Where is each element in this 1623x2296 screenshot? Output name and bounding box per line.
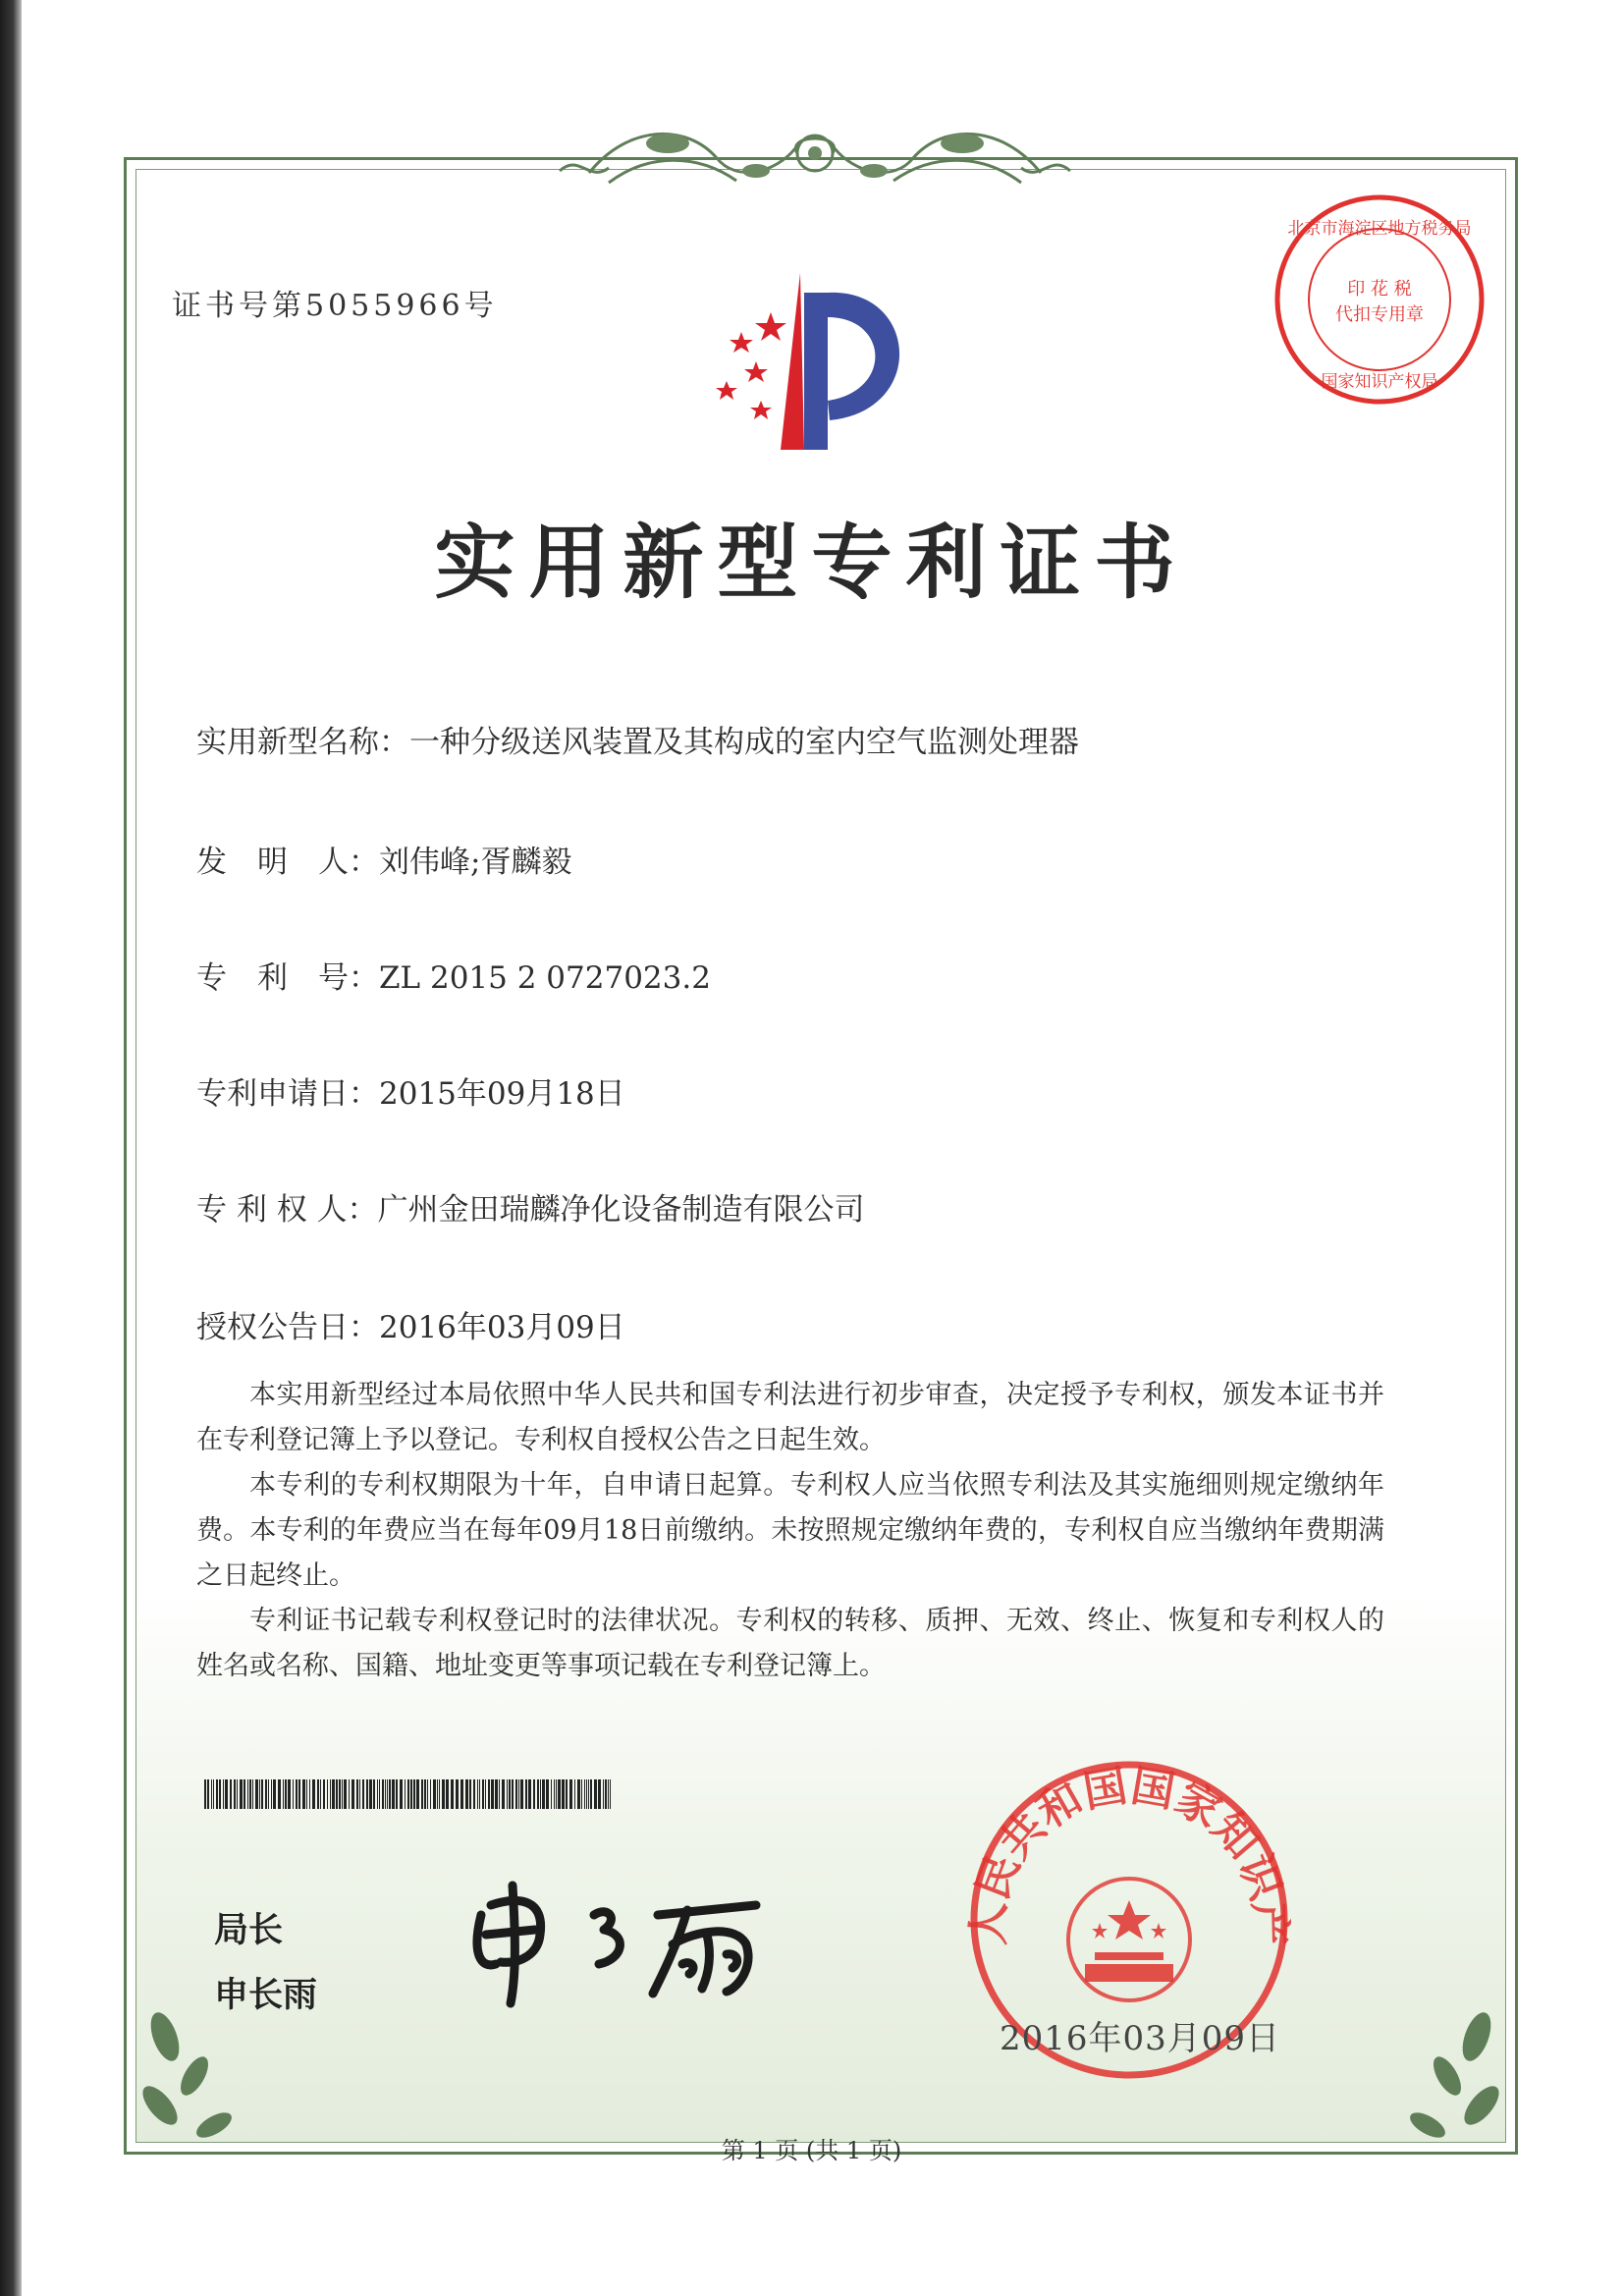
barcode-bar (219, 1779, 221, 1809)
barcode-bar (491, 1779, 494, 1809)
barcode-bar (261, 1779, 263, 1809)
barcode-bar (590, 1779, 592, 1809)
barcode-bar (528, 1779, 531, 1809)
barcode-bar (437, 1779, 438, 1809)
barcode-bar (211, 1779, 212, 1809)
barcode-bar (278, 1779, 281, 1809)
field-utility-model-name (196, 717, 1079, 761)
barcode-bar (586, 1779, 587, 1809)
barcode-bar (362, 1779, 364, 1809)
barcode-bar (252, 1779, 253, 1809)
barcode-bar (581, 1779, 582, 1809)
barcode-bar (537, 1779, 539, 1809)
barcode-bar (271, 1779, 272, 1809)
barcode-bar (283, 1779, 284, 1809)
field-label: 专利申请日： (196, 1076, 379, 1112)
barcode-bar (377, 1779, 378, 1809)
barcode-bar (509, 1779, 511, 1809)
barcode-bar (240, 1779, 243, 1809)
barcode-bar (430, 1779, 431, 1809)
barcode-bar (323, 1779, 325, 1809)
field-value: 2015年09月18日 (379, 1076, 625, 1112)
barcode-bar (495, 1779, 498, 1809)
barcode-bar (546, 1779, 549, 1809)
field-grant-date (196, 1302, 625, 1346)
barcode-bar (598, 1779, 601, 1809)
field-patentee (196, 1184, 865, 1229)
barcode-bar (569, 1779, 572, 1809)
barcode-bar (439, 1779, 440, 1809)
barcode-bar (556, 1779, 557, 1809)
director-signature (461, 1876, 825, 2013)
barcode-bar (369, 1779, 372, 1809)
barcode-bar (273, 1779, 276, 1809)
field-value: 广州金田瑞麟净化设备制造有限公司 (377, 1192, 865, 1228)
barcode-bar (339, 1779, 341, 1809)
barcode-bar (237, 1779, 238, 1809)
barcode-bar (230, 1779, 232, 1809)
field-application-date (196, 1068, 625, 1113)
barcode-bar (306, 1779, 307, 1809)
barcode-bar (603, 1779, 604, 1809)
barcode-bar (285, 1779, 287, 1809)
paragraph: 本专利的专利权期限为十年，自申请日起算。专利权人应当依照专利法及其实施细则规定缴纳年费。本专利的年费应当在每年09月18日前缴纳。未按照规定缴纳年费的，专利权自应当缴纳年费期满之日起终止。 (196, 1470, 1384, 1591)
barcode-bar (502, 1779, 505, 1809)
barcode-bar (259, 1779, 260, 1809)
barcode-bar (366, 1779, 368, 1809)
patent-office-logo-icon (702, 263, 938, 460)
barcode-bar (594, 1779, 597, 1809)
barcode-bar (213, 1779, 214, 1809)
director-name: 申长雨 (214, 1976, 318, 2015)
barcode-bar (223, 1779, 224, 1809)
top-ornament (550, 114, 1080, 202)
barcode-bar (288, 1779, 291, 1809)
scan-edge (0, 0, 22, 2296)
paragraph: 专利证书记载专利权登记时的法律状况。专利权的转移、质押、无效、终止、恢复和专利权人的姓名或名称、国籍、地址变更等事项记载在专利登记簿上。 (196, 1606, 1384, 1681)
barcode-bar (265, 1779, 267, 1809)
barcode-bar (309, 1779, 310, 1809)
barcode-bar (249, 1779, 251, 1809)
barcode-bar (608, 1779, 609, 1809)
barcode-bar (234, 1779, 236, 1809)
barcode-bar (446, 1779, 449, 1809)
barcode-bar (416, 1779, 419, 1809)
barcode-bar (302, 1779, 305, 1809)
barcode-bar (574, 1779, 575, 1809)
barcode-bar (477, 1779, 478, 1809)
barcode-bar (520, 1779, 523, 1809)
barcode-bar (413, 1779, 415, 1809)
barcode-bar (451, 1779, 454, 1809)
paragraph: 本实用新型经过本局依照中华人民共和国专利法进行初步审查，决定授予专利权，颁发本证书并在专利登记簿上予以登记。专利权自授权公告之日起生效。 (196, 1380, 1384, 1455)
barcode-bar (433, 1779, 436, 1809)
barcode-bar (392, 1779, 395, 1809)
barcode-bar (247, 1779, 248, 1809)
barcode-bar (407, 1779, 409, 1809)
field-inventors (196, 837, 571, 881)
barcode-bar (551, 1779, 552, 1809)
barcode-bar (540, 1779, 541, 1809)
barcode-bar (525, 1779, 527, 1809)
barcode-bar (584, 1779, 585, 1809)
barcode-bar (396, 1779, 398, 1809)
barcode-bar (421, 1779, 423, 1809)
barcode-bar (332, 1779, 335, 1809)
certificate-number: 证书号第5055966号 (172, 289, 498, 323)
barcode-bar (268, 1779, 269, 1809)
barcode-bar (542, 1779, 545, 1809)
field-label: 专 利 号： (196, 960, 379, 996)
barcode-bar (507, 1779, 508, 1809)
barcode-bar (566, 1779, 568, 1809)
barcode-bar (298, 1779, 300, 1809)
tax-stamp-seal-icon (1272, 192, 1487, 407)
field-label: 授权公告日： (196, 1310, 379, 1345)
barcode-bar (349, 1779, 350, 1809)
barcode-bar (465, 1779, 468, 1809)
barcode-bar (243, 1779, 245, 1809)
director-title: 局长 (214, 1911, 284, 1950)
barcode-bar (427, 1779, 428, 1809)
barcode-bar (344, 1779, 347, 1809)
barcode-bar (342, 1779, 343, 1809)
barcode-bar (373, 1779, 375, 1809)
barcode-bar (518, 1779, 519, 1809)
svg-text:中华人民共和国国家知识产权局: 人民共和国国家知识产 (967, 1761, 1291, 1946)
barcode-bar (296, 1779, 298, 1809)
barcode-bar (327, 1779, 328, 1809)
barcode-bar (405, 1779, 406, 1809)
barcode-bar (512, 1779, 514, 1809)
svg-text:北京市海淀区地方税务局: 北京市海淀区地方税务局 (1287, 219, 1472, 239)
barcode-bar (293, 1779, 294, 1809)
seal-date: 2016年03月09日 (1000, 2019, 1281, 2058)
certificate-border-inner (135, 169, 1506, 2143)
barcode-bar (610, 1779, 611, 1809)
barcode-bar (225, 1779, 228, 1809)
barcode-bar (387, 1779, 388, 1809)
barcode-bar (577, 1779, 580, 1809)
field-value: ZL 2015 2 0727023.2 (379, 960, 711, 996)
field-value: 刘伟峰;胥麟毅 (379, 845, 572, 880)
barcode-bar (482, 1779, 484, 1809)
barcode-bar (382, 1779, 384, 1809)
barcode-bar (479, 1779, 480, 1809)
tax-stamp (1272, 192, 1487, 407)
barcode-bar (515, 1779, 517, 1809)
barcode-bar (379, 1779, 380, 1809)
barcode-bar (359, 1779, 360, 1809)
barcode-bar (356, 1779, 358, 1809)
tax-stamp-line2: 代扣专用章 (1335, 304, 1424, 325)
barcode (204, 1779, 617, 1809)
barcode-bar (410, 1779, 412, 1809)
barcode-bar (605, 1779, 607, 1809)
page-indicator: 第 1 页 (共 1 页) (721, 2137, 902, 2164)
barcode-bar (352, 1779, 354, 1809)
barcode-bar (442, 1779, 445, 1809)
tax-stamp-line1: 印 花 税 (1347, 279, 1412, 300)
barcode-bar (588, 1779, 589, 1809)
svg-text:国家知识产权局: 国家知识产权局 (1321, 372, 1438, 392)
barcode-bar (216, 1779, 218, 1809)
barcode-bar (330, 1779, 331, 1809)
barcode-bar (469, 1779, 471, 1809)
barcode-bar (562, 1779, 565, 1809)
barcode-bar (554, 1779, 555, 1809)
certificate-text (196, 1373, 1384, 1689)
barcode-bar (488, 1779, 490, 1809)
barcode-bar (336, 1779, 338, 1809)
field-value: 2016年03月09日 (379, 1310, 625, 1345)
barcode-bar (460, 1779, 463, 1809)
barcode-bar (385, 1779, 386, 1809)
barcode-bar (400, 1779, 403, 1809)
barcode-bar (424, 1779, 426, 1809)
barcode-bar (485, 1779, 486, 1809)
barcode-bar (389, 1779, 391, 1809)
barcode-bar (204, 1779, 206, 1809)
field-label: 实用新型名称： (196, 725, 409, 760)
barcode-bar (473, 1779, 475, 1809)
page-title: 实用新型专利证书 (434, 517, 1189, 610)
barcode-bar (207, 1779, 209, 1809)
barcode-bar (456, 1779, 459, 1809)
field-label: 发 明 人： (196, 845, 379, 880)
barcode-bar (312, 1779, 315, 1809)
field-label: 专 利 权 人： (196, 1192, 378, 1228)
barcode-bar (499, 1779, 500, 1809)
barcode-bar (533, 1779, 535, 1809)
barcode-bar (255, 1779, 258, 1809)
field-value: 一种分级送风装置及其构成的室内空气监测处理器 (409, 725, 1079, 760)
barcode-bar (558, 1779, 561, 1809)
barcode-bar (320, 1779, 321, 1809)
field-patent-number (196, 953, 711, 997)
barcode-bar (317, 1779, 319, 1809)
